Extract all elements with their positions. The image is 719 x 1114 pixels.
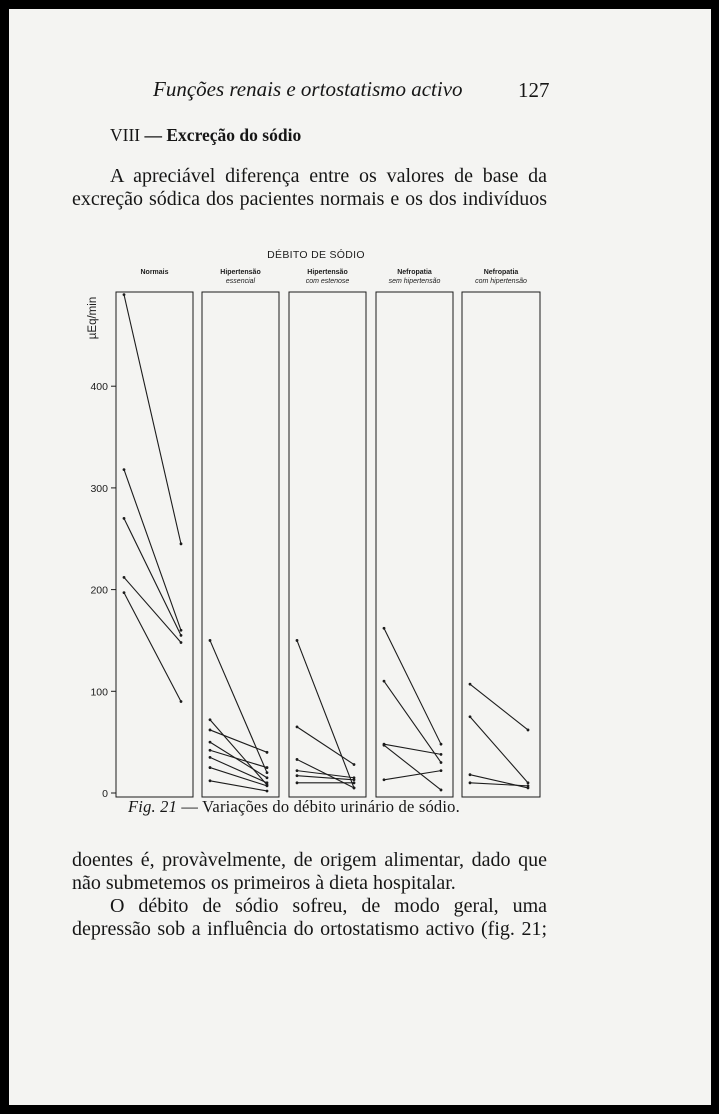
series-line [297, 727, 354, 765]
text-line: A apreciável diferença entre os valores de base da [110, 165, 547, 187]
text-line: depressão sob a influência do ortostatismo activo (fig. 21; [72, 918, 547, 940]
panel-label: com estenose [305, 278, 350, 285]
y-tick-label: 0 [102, 788, 108, 800]
panel-5 [462, 269, 540, 797]
data-point [266, 781, 269, 784]
data-point [296, 639, 299, 642]
text-line: doentes é, provàvelmente, de origem alimentar, dado que [72, 849, 547, 871]
section-dash: — [140, 125, 167, 145]
section-title: Excreção do sódio [166, 125, 302, 145]
data-point [209, 779, 212, 782]
data-point [469, 773, 472, 776]
data-point [527, 784, 530, 787]
y-tick-label: 300 [90, 482, 108, 495]
panel-label: Hipertensão [220, 269, 261, 276]
panel-frame [202, 292, 279, 797]
data-point [469, 683, 472, 686]
data-point [469, 715, 472, 718]
data-point [440, 769, 443, 772]
panel-label: com hipertensão [475, 278, 527, 285]
y-axis-label: µEq/min [87, 296, 99, 340]
data-point [209, 639, 212, 642]
data-point [296, 769, 299, 772]
data-point [123, 576, 126, 579]
data-point [440, 743, 443, 746]
data-point [383, 778, 386, 781]
data-point [180, 542, 183, 545]
data-point [469, 781, 472, 784]
data-point [209, 718, 212, 721]
data-point [180, 634, 183, 637]
caption-text: — Variações do débito urinário de sódio. [177, 797, 460, 816]
panel-frame [376, 292, 453, 797]
series-line [124, 518, 181, 635]
series-line [384, 681, 441, 762]
data-point [266, 784, 269, 787]
text-line: excreção sódica dos pacientes normais e os dos indivíduos [72, 188, 547, 210]
data-point [123, 591, 126, 594]
series-line [210, 730, 267, 752]
data-point [296, 725, 299, 728]
panel-2 [202, 269, 279, 797]
data-point [353, 778, 356, 781]
series-line [470, 717, 528, 783]
data-point [266, 766, 269, 769]
series-line [470, 783, 528, 786]
data-point [353, 763, 356, 766]
series-line [384, 771, 441, 780]
figure-caption [128, 797, 460, 817]
panel-4 [376, 269, 453, 797]
panel-label: sem hipertensão [388, 278, 441, 285]
series-line [210, 781, 267, 791]
running-header-title: Funções renais e ortostatismo activo [153, 77, 463, 101]
panel-1 [116, 269, 193, 797]
data-point [209, 741, 212, 744]
series-line [124, 593, 181, 702]
panel-label: essencial [225, 278, 256, 285]
series-line [384, 744, 441, 754]
data-point [180, 700, 183, 703]
data-point [123, 468, 126, 471]
data-point [383, 627, 386, 630]
y-tick-label: 400 [90, 381, 108, 394]
data-point [527, 781, 530, 784]
data-point [180, 629, 183, 632]
series-line [470, 684, 528, 730]
series-line [384, 628, 441, 744]
panel-3 [289, 269, 366, 797]
data-point [353, 787, 356, 790]
data-point [353, 781, 356, 784]
data-point [296, 774, 299, 777]
data-point [266, 751, 269, 754]
data-point [209, 749, 212, 752]
y-tick-label: 200 [90, 584, 108, 597]
data-point [123, 293, 126, 296]
series-line [124, 470, 181, 631]
series-line [124, 295, 181, 544]
data-point [440, 761, 443, 764]
data-point [266, 776, 269, 779]
data-point [440, 789, 443, 792]
data-point [266, 790, 269, 793]
series-line [384, 745, 441, 790]
data-point [383, 744, 386, 747]
panel-label: Nefropatia [397, 269, 432, 276]
data-point [440, 753, 443, 756]
series-line [297, 640, 354, 787]
chart-title: DÉBITO DE SÓDIO [267, 249, 365, 261]
y-tick-label: 100 [90, 686, 108, 699]
data-point [527, 729, 530, 732]
panel-label: Nefropatia [483, 269, 519, 276]
data-point [209, 756, 212, 759]
data-point [296, 758, 299, 761]
panel-frame [289, 292, 366, 797]
text-line: O débito de sódio sofreu, de modo geral, uma [110, 895, 547, 917]
text-line: não submetemos os primeiros à dieta hospitalar. [72, 872, 456, 894]
paragraph-continuation [72, 849, 547, 895]
data-point [266, 771, 269, 774]
data-point [383, 680, 386, 683]
page-number: 127 [518, 78, 550, 102]
figure-label: Fig. 21 [128, 797, 178, 816]
data-point [180, 641, 183, 644]
paragraph-next [72, 895, 547, 941]
series-line [210, 742, 267, 778]
data-point [209, 766, 212, 769]
data-point [296, 781, 299, 784]
panel-label: Normais [140, 269, 169, 276]
section-number: VIII [110, 125, 141, 145]
data-point [123, 517, 126, 520]
panel-label: Hipertensão [307, 269, 348, 276]
data-point [209, 729, 212, 732]
